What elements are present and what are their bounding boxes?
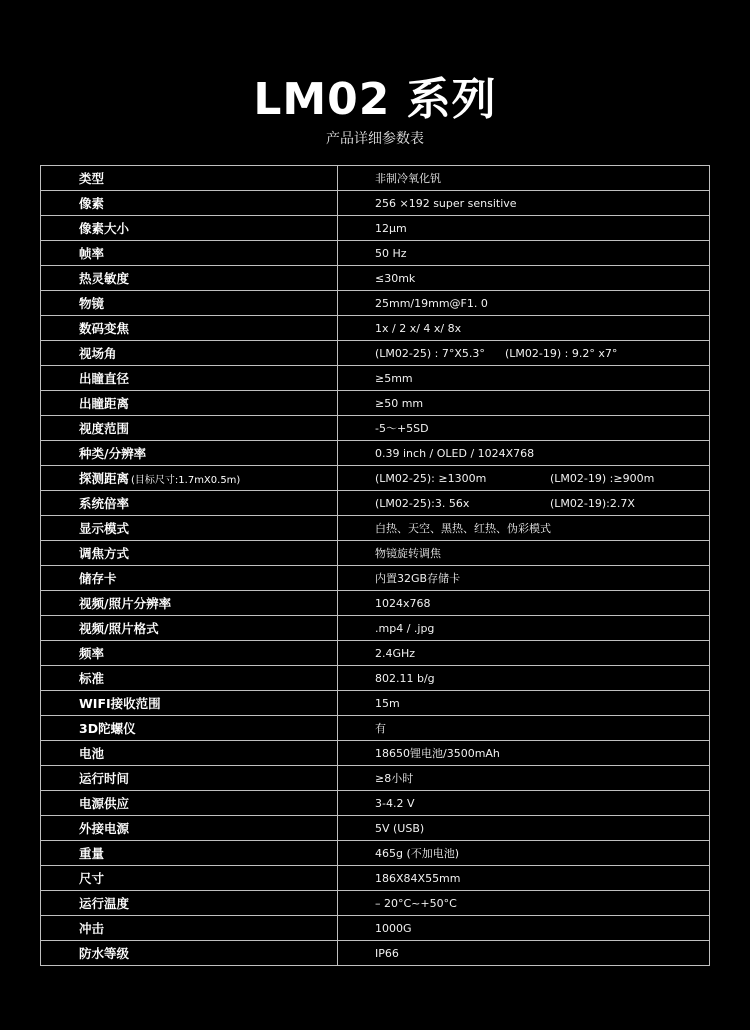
spec-value: 白热、天空、黑热、红热、伪彩模式 <box>375 522 551 535</box>
spec-label-cell <box>41 791 338 816</box>
spec-label: 出瞳直径 <box>79 371 130 386</box>
spec-row <box>41 216 710 241</box>
spec-row <box>41 466 710 491</box>
page-title: LM02 系列 <box>253 74 497 125</box>
spec-label-cell <box>41 566 338 591</box>
spec-row <box>41 641 710 666</box>
spec-label: 电池 <box>79 746 105 761</box>
spec-label: 频率 <box>79 646 105 661</box>
spec-label: 重量 <box>79 846 105 861</box>
spec-value-cell <box>338 766 710 791</box>
spec-value-cell <box>338 541 710 566</box>
spec-row <box>41 741 710 766</box>
spec-label: 调焦方式 <box>79 546 130 561</box>
spec-row <box>41 391 710 416</box>
spec-row <box>41 416 710 441</box>
spec-label-cell <box>41 366 338 391</box>
spec-label: 3D陀螺仪 <box>79 721 136 736</box>
spec-label: 种类/分辨率 <box>79 446 147 461</box>
spec-value-cell <box>338 741 710 766</box>
spec-value-cell <box>338 841 710 866</box>
spec-label: 电源供应 <box>79 796 130 811</box>
spec-value: 186X84X55mm <box>375 871 461 885</box>
spec-value: 1024x768 <box>375 596 431 610</box>
spec-label-cell <box>41 591 338 616</box>
spec-row <box>41 541 710 566</box>
spec-label-cell <box>41 691 338 716</box>
spec-row <box>41 766 710 791</box>
spec-value-cell <box>338 616 710 641</box>
spec-value-cell <box>338 591 710 616</box>
spec-value-lm02-25: (LM02-25) : 7°X5.3° <box>375 346 485 360</box>
spec-value-cell <box>338 241 710 266</box>
spec-row <box>41 366 710 391</box>
spec-value: 465g (不加电池) <box>375 847 460 860</box>
spec-value-cell <box>338 316 710 341</box>
spec-value: 50 Hz <box>375 246 407 260</box>
spec-label: 外接电源 <box>79 821 130 836</box>
spec-value: 有 <box>375 722 386 735</box>
spec-label-cell <box>41 766 338 791</box>
spec-value: ≥8小时 <box>375 772 414 785</box>
spec-label-cell <box>41 641 338 666</box>
spec-value-cell <box>338 216 710 241</box>
spec-value-cell <box>338 866 710 891</box>
spec-label-cell <box>41 391 338 416</box>
spec-label: 像素 <box>79 196 105 211</box>
spec-value: 1x / 2 x/ 4 x/ 8x <box>375 321 462 335</box>
spec-label: 运行温度 <box>79 896 130 911</box>
spec-label-cell <box>41 716 338 741</box>
spec-row <box>41 166 710 191</box>
spec-value-cell <box>338 366 710 391</box>
spec-row <box>41 441 710 466</box>
spec-label: 运行时间 <box>79 771 130 786</box>
spec-label: 尺寸 <box>79 871 105 886</box>
spec-label: 视频/照片格式 <box>79 621 159 636</box>
spec-value-cell <box>338 391 710 416</box>
spec-row <box>41 616 710 641</box>
spec-value: 非制冷氧化钒 <box>375 172 441 185</box>
page-subtitle: 产品详细参数表 <box>326 131 424 147</box>
spec-value-cell <box>338 341 710 366</box>
spec-value-cell <box>338 641 710 666</box>
spec-value: 0.39 inch / OLED / 1024X768 <box>375 446 535 460</box>
spec-value: 18650锂电池/3500mAh <box>375 747 500 760</box>
spec-row <box>41 841 710 866</box>
spec-row <box>41 791 710 816</box>
spec-label-cell <box>41 316 338 341</box>
spec-label: 像素大小 <box>79 221 130 236</box>
spec-label-cell <box>41 616 338 641</box>
spec-label: 探测距离 <box>79 471 130 486</box>
spec-row <box>41 916 710 941</box>
spec-value-cell <box>338 516 710 541</box>
spec-value: 15m <box>375 696 400 710</box>
spec-value-cell <box>338 916 710 941</box>
spec-label: 出瞳距离 <box>79 396 130 411</box>
spec-value: ≤30mk <box>375 271 416 285</box>
spec-value: 802.11 b/g <box>375 671 435 685</box>
spec-value: 12μm <box>375 221 407 235</box>
spec-label-cell <box>41 266 338 291</box>
spec-value: 5V (USB) <box>375 821 425 835</box>
spec-label-cell <box>41 291 338 316</box>
spec-label-cell <box>41 441 338 466</box>
spec-value: ≥50 mm <box>375 396 424 410</box>
spec-row <box>41 716 710 741</box>
spec-row <box>41 691 710 716</box>
spec-label-cell <box>41 666 338 691</box>
spec-value-cell <box>338 941 710 966</box>
spec-value: 3-4.2 V <box>375 796 415 810</box>
spec-row <box>41 516 710 541</box>
spec-row <box>41 491 710 516</box>
spec-row <box>41 341 710 366</box>
spec-row <box>41 891 710 916</box>
spec-value-cell <box>338 816 710 841</box>
spec-label-note: (目标尺寸:1.7mX0.5m) <box>131 475 241 486</box>
spec-row <box>41 266 710 291</box>
spec-label: 数码变焦 <box>79 321 130 336</box>
spec-value-cell <box>338 566 710 591</box>
spec-value-cell <box>338 166 710 191</box>
spec-row <box>41 866 710 891</box>
spec-value-lm02-19: (LM02-19) : 9.2° x7° <box>505 346 618 360</box>
spec-label: 物镜 <box>79 296 105 311</box>
spec-label: 系统倍率 <box>79 496 130 511</box>
spec-value-cell <box>338 441 710 466</box>
spec-value: IP66 <box>375 946 399 960</box>
spec-value: ≥5mm <box>375 371 413 385</box>
spec-label-cell <box>41 416 338 441</box>
spec-label: 视频/照片分辨率 <box>79 596 172 611</box>
spec-value: 内置32GB存储卡 <box>375 572 461 585</box>
spec-value-lm02-19: (LM02-19):2.7X <box>550 496 635 510</box>
spec-row <box>41 316 710 341</box>
spec-label-cell <box>41 166 338 191</box>
spec-value-cell <box>338 291 710 316</box>
spec-label-cell <box>41 341 338 366</box>
spec-row <box>41 241 710 266</box>
spec-label-cell <box>41 841 338 866</box>
spec-label: 类型 <box>79 171 105 186</box>
spec-value: -5〜+5SD <box>375 422 429 435</box>
spec-label: 储存卡 <box>79 571 117 586</box>
spec-label: 冲击 <box>79 921 105 936</box>
spec-value: 物镜旋转调焦 <box>375 547 441 560</box>
spec-table <box>40 165 710 966</box>
spec-value: – 20°C~+50°C <box>375 896 457 910</box>
spec-label: 防水等级 <box>79 946 130 961</box>
spec-row <box>41 816 710 841</box>
spec-row <box>41 591 710 616</box>
spec-label-cell <box>41 516 338 541</box>
spec-label-cell <box>41 866 338 891</box>
spec-label: 视度范围 <box>79 421 130 436</box>
spec-value-lm02-25: (LM02-25):3. 56x <box>375 496 470 510</box>
spec-label: 标准 <box>79 671 105 686</box>
spec-value-cell <box>338 891 710 916</box>
spec-row <box>41 291 710 316</box>
spec-value-cell <box>338 491 710 516</box>
spec-value-lm02-25: (LM02-25): ≥1300m <box>375 471 487 485</box>
spec-label-cell <box>41 941 338 966</box>
spec-label-cell <box>41 741 338 766</box>
spec-value-cell <box>338 716 710 741</box>
spec-value: .mp4 / .jpg <box>375 621 435 635</box>
spec-value: 1000G <box>375 921 412 935</box>
spec-label-cell <box>41 491 338 516</box>
spec-value-cell <box>338 666 710 691</box>
spec-value-cell <box>338 416 710 441</box>
spec-value-cell <box>338 191 710 216</box>
spec-label-cell <box>41 916 338 941</box>
spec-label: 热灵敏度 <box>79 271 130 286</box>
spec-label: 显示模式 <box>79 521 130 536</box>
spec-label-cell <box>41 191 338 216</box>
spec-value-cell <box>338 466 710 491</box>
spec-label: 帧率 <box>79 246 105 261</box>
spec-row <box>41 941 710 966</box>
spec-row <box>41 566 710 591</box>
spec-row <box>41 666 710 691</box>
spec-label-cell <box>41 241 338 266</box>
spec-label-cell <box>41 541 338 566</box>
spec-value: 2.4GHz <box>375 646 416 660</box>
spec-label-cell <box>41 816 338 841</box>
spec-label-cell <box>41 891 338 916</box>
spec-label-cell <box>41 216 338 241</box>
spec-value-cell <box>338 266 710 291</box>
spec-value-cell <box>338 791 710 816</box>
spec-value-cell <box>338 691 710 716</box>
spec-label: WIFI接收范围 <box>79 696 161 711</box>
spec-table-body <box>41 166 710 966</box>
spec-value: 256 ×192 super sensitive <box>375 196 517 210</box>
spec-label: 视场角 <box>79 346 117 361</box>
spec-value: 25mm/19mm@F1. 0 <box>375 296 488 310</box>
spec-value-lm02-19: (LM02-19) :≥900m <box>550 471 655 485</box>
spec-label-cell <box>41 466 338 491</box>
spec-row <box>41 191 710 216</box>
